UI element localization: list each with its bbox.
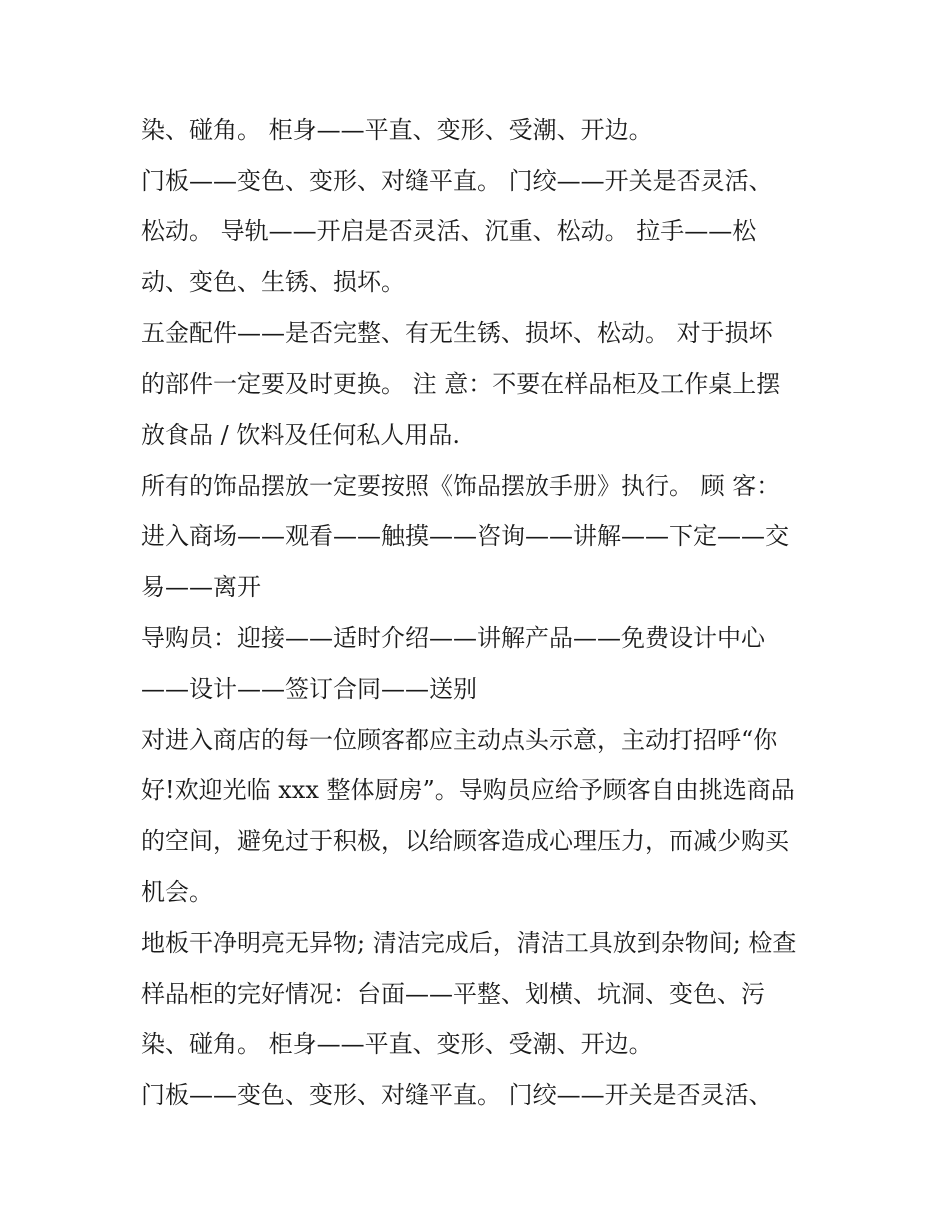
text-line-19: 染、碰角。 柜身——平直、变形、受潮、开边。 — [141, 1030, 653, 1058]
text-line-14: 好!欢迎光临 xxx 整体厨房”。导购员应给予顾客自由挑选商品 — [141, 776, 795, 804]
text-line-3: 松动。 导轨——开启是否灵活、沉重、松动。 拉手——松 — [141, 217, 757, 245]
text-line-16: 机会。 — [141, 878, 213, 906]
text-line-18: 样品柜的完好情况：台面——平整、划横、坑洞、变色、污 — [141, 980, 765, 1008]
text-line-1: 染、碰角。 柜身——平直、变形、受潮、开边。 — [141, 116, 653, 144]
text-line-6: 的部件一定要及时更换。 注 意：不要在样品柜及工作桌上摆 — [141, 370, 781, 398]
text-line-13: 对进入商店的每一位顾客都应主动点头示意，主动打招呼“你 — [141, 726, 778, 754]
text-line-12: ——设计——签订合同——送别 — [141, 675, 477, 703]
text-line-11: 导购员：迎接——适时介绍——讲解产品——免费设计中心 — [141, 624, 765, 652]
text-line-20: 门板——变色、变形、对缝平直。 门绞——开关是否灵活、 — [141, 1081, 773, 1109]
text-line-9: 进入商场——观看——触摸——咨询——讲解——下定——交 — [141, 522, 789, 550]
text-line-7: 放食品 / 饮料及任何私人用品. — [141, 421, 460, 449]
text-line-8: 所有的饰品摆放一定要按照《饰品摆放手册》执行。 顾 客： — [141, 472, 781, 500]
text-line-10: 易——离开 — [141, 573, 261, 601]
text-line-5: 五金配件——是否完整、有无生锈、损坏、松动。 对于损坏 — [141, 319, 773, 347]
text-line-15: 的空间，避免过于积极，以给顾客造成心理压力，而减少购买 — [141, 827, 789, 855]
text-line-17: 地板干净明亮无异物; 清洁完成后，清洁工具放到杂物间; 检查 — [141, 929, 797, 957]
text-line-2: 门板——变色、变形、对缝平直。 门绞——开关是否灵活、 — [141, 167, 773, 195]
text-line-4: 动、变色、生锈、损坏。 — [141, 268, 405, 296]
